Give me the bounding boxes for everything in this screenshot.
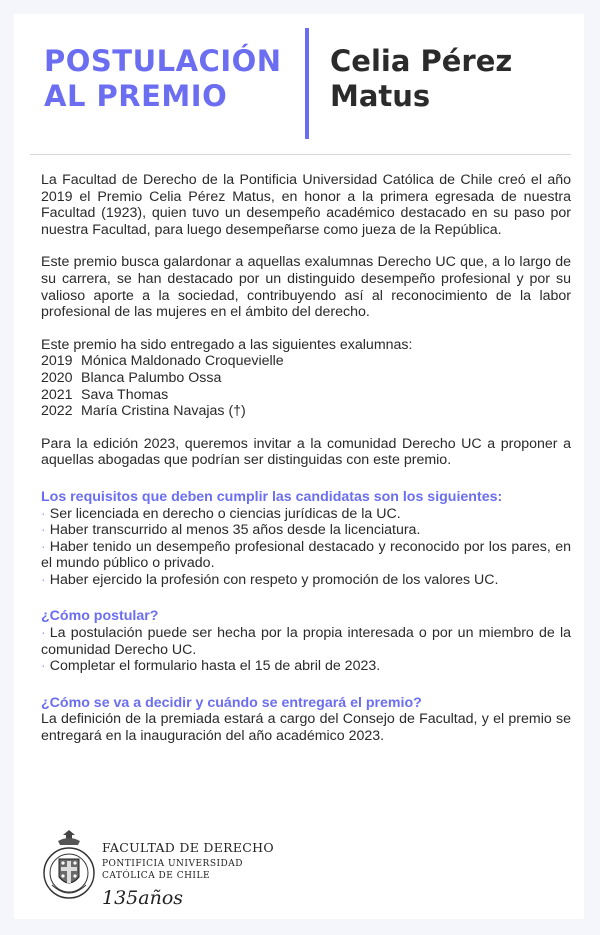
winner-row: 2021 Sava Thomas	[41, 386, 169, 403]
announcement-card	[14, 14, 584, 919]
requirement-item: · Ser licenciada en derecho o ciencias jurídicas de la UC.	[41, 505, 401, 522]
bullet-icon: ·	[41, 505, 46, 522]
header-title-right	[330, 44, 580, 114]
requirement-item: · Haber ejercido la profesión con respeto y promoción de los valores UC.	[41, 571, 499, 588]
bullet-icon: ·	[41, 658, 46, 675]
apply-item: · La postulación puede ser hecha por la propia interesada o por un miembro de la comunidad Derecho UC.	[41, 625, 571, 658]
header-right-line2: Matus	[330, 79, 431, 113]
footer-faculty-name: FACULTAD DE DERECHO	[102, 840, 274, 855]
header-left-line2: AL PREMIO	[44, 79, 228, 113]
header-left-line1: POSTULACIÓN	[44, 44, 282, 78]
purpose-paragraph: Este premio busca galardonar a aquellas exalumnas Derecho UC que, a lo largo de su carrera, se han destacado por un distinguido desempeño profesional y por su valioso aporte a la sociedad, contribuyendo así al reconocimiento de la labor profesional de las mujeres en el ámbito del derecho.	[41, 254, 571, 321]
decision-text: La definición de la premiada estará a cargo del Consejo de Facultad, y el premio se entregará en la inauguración del año académico 2023.	[41, 711, 571, 745]
invitation-paragraph: Para la edición 2023, queremos invitar a la comunidad Derecho UC a proponer a aquellas abogadas que podrían ser distinguidas con este premio.	[41, 435, 571, 469]
how-to-apply-heading: ¿Cómo postular?	[41, 608, 159, 625]
bullet-icon: ·	[41, 625, 46, 642]
footer-university-line1: PONTIFICIA UNIVERSIDAD	[102, 859, 243, 869]
header-rule	[30, 154, 571, 155]
requirements-heading: Los requisitos que deben cumplir las candidatas son los siguientes:	[41, 488, 503, 505]
header-divider	[305, 28, 309, 139]
winners-intro: Este premio ha sido entregado a las siguientes exalumnas:	[41, 336, 413, 353]
bullet-icon: ·	[41, 538, 46, 555]
apply-item: · Completar el formulario hasta el 15 de abril de 2023.	[41, 658, 381, 675]
requirement-item: · Haber tenido un desempeño profesional destacado y reconocido por los pares, en el mundo público o privado.	[41, 538, 571, 572]
decision-heading: ¿Cómo se va a decidir y cuándo se entregará el premio?	[41, 694, 422, 711]
winner-row: 2019 Mónica Maldonado Croquevielle	[41, 353, 284, 370]
requirement-item: · Haber transcurrido al menos 35 años desde la licenciatura.	[41, 522, 421, 539]
faculty-logo	[42, 829, 342, 919]
footer-anniversary: 135años	[102, 887, 184, 909]
intro-paragraph: La Facultad de Derecho de la Pontificia Universidad Católica de Chile creó el año 2019 el Premio Celia Pérez Matus, en honor a la primera egresada de nuestra Facultad (1923), quien tuvo un desempeño académico destacado en su paso por nuestra Facultad, para luego desempeñarse como jueza de la República.	[41, 172, 571, 238]
header-right-line1: Celia Pérez	[330, 44, 513, 78]
bullet-icon: ·	[41, 571, 46, 588]
university-seal-icon	[42, 829, 96, 903]
bullet-icon: ·	[41, 522, 46, 539]
winner-row: 2022 María Cristina Navajas (†)	[41, 403, 246, 420]
winner-row: 2020 Blanca Palumbo Ossa	[41, 369, 222, 386]
content-body	[41, 172, 571, 745]
header-title-left	[44, 44, 294, 114]
footer-university-line2: CATÓLICA DE CHILE	[102, 871, 211, 881]
